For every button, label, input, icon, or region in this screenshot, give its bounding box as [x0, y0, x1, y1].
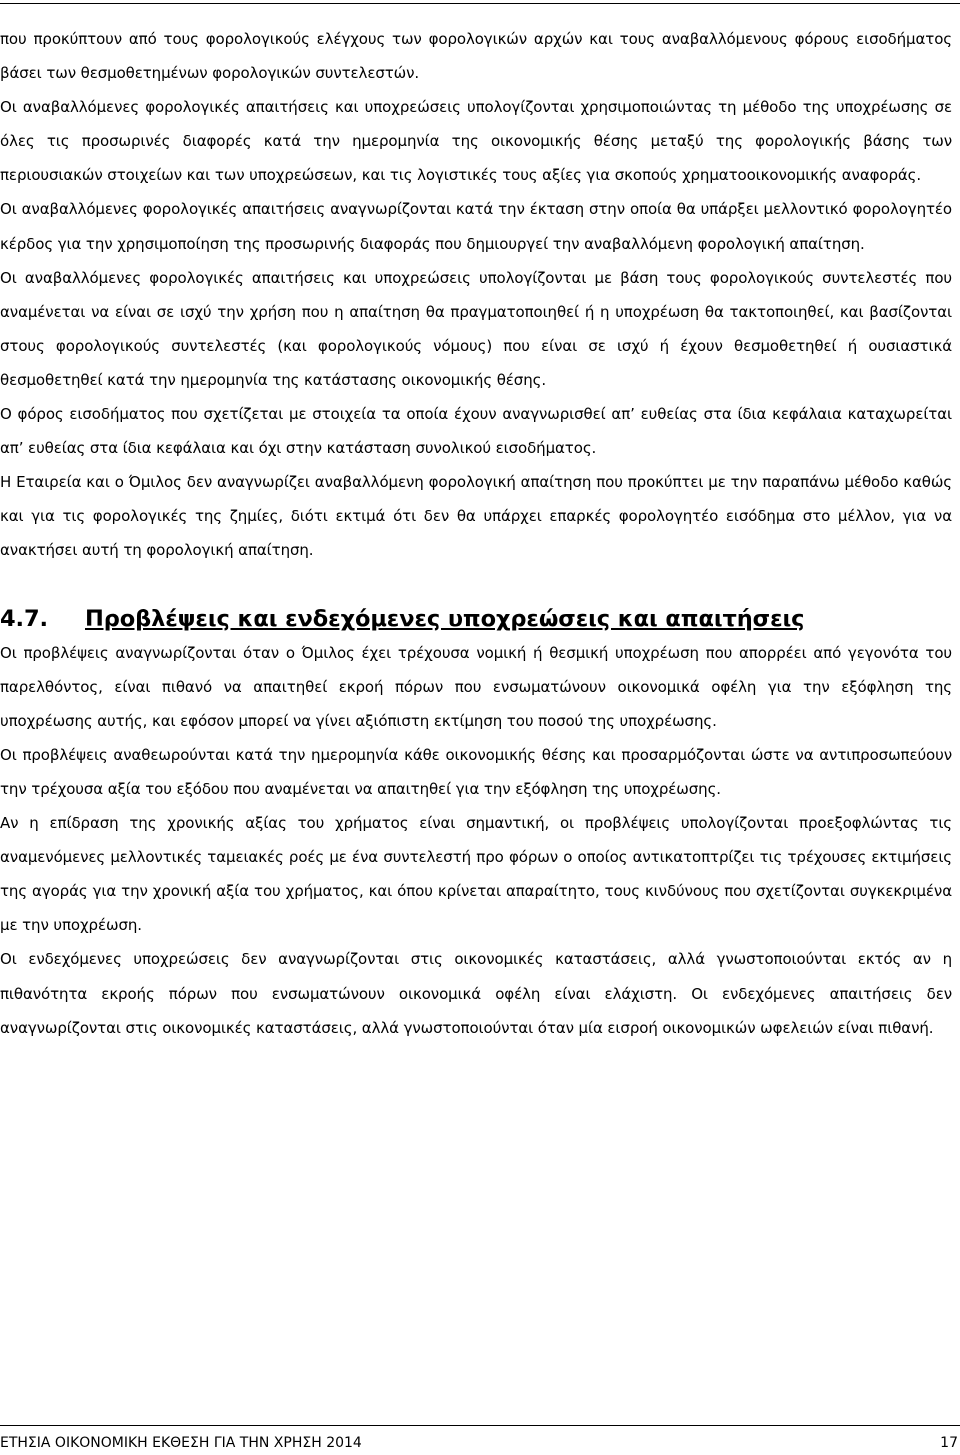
page-number: 17 — [940, 1435, 958, 1451]
document-body — [0, 22, 952, 1045]
paragraph-provisions-recognition: Οι προβλέψεις αναγνωρίζονται όταν ο Όμιλος έχει τρέχουσα νομική ή θεσμική υποχρέωση που απορρέει από γεγονότα του παρελθόντος, είναι πιθανό να απαιτηθεί εκροή πόρων που ενσωματώνουν οικονομικά οφέλη για την εξόφληση της υποχρέωσης αυτής, και εφόσον μπορεί να γίνει αξιόπιστη εκτίμηση του ποσού της υποχρέωσης. — [0, 643, 952, 730]
section-number: 4.7. — [0, 605, 49, 632]
paragraph-tax-audits: που προκύπτουν από τους φορολογικούς ελέγχους των φορολογικών αρχών και τους αναβαλλόμενους φόρους εισοδήματος βάσει των θεσμοθετημένων φορολογικών συντελεστών. — [0, 30, 952, 83]
section-heading — [0, 602, 952, 636]
paragraph-deferred-tax-rates: Οι αναβαλλόμενες φορολογικές απαιτήσεις και υποχρεώσεις υπολογίζονται με βάση τους φορολογικούς συντελεστές που αναμένεται να είναι σε ισχύ την χρήση που η απαίτηση θα πραγματοποιηθεί ή η υποχρέωση θα τακτοποιηθεί, και βασίζονται στους φορολογικούς συντελεστές (και φορολογικούς νόμους) που είναι σε ισχύ ή έχουν θεσμοθετηθεί ή ουσιαστικά θεσμοθετηθεί κατά την ημερομηνία της κατάστασης οικονομικής θέσης. — [0, 268, 952, 389]
paragraph-deferred-tax-method: Οι αναβαλλόμενες φορολογικές απαιτήσεις και υποχρεώσεις υπολογίζονται χρησιμοποιώντας τη μέθοδο της υποχρέωσης σε όλες τις προσωρινές διαφορές κατά την ημερομηνία της οικονομικής θέσης μεταξύ της φορολογικής βάσης των περιουσιακών στοιχείων και των υποχρεώσεων, και τις λογιστικές τους αξίες για σκοπούς χρηματοοικονομικής αναφοράς. — [0, 98, 952, 185]
paragraph-contingent-liabilities: Οι ενδεχόμενες υποχρεώσεις δεν αναγνωρίζονται στις οικονομικές καταστάσεις, αλλά γνωστοποιούνται εκτός αν η πιθανότητα εκροής πόρων που ενσωματώνουν οικονομικά οφέλη είναι ελάχιστη. Οι ενδεχόμενες απαιτήσεις δεν αναγνωρίζονται στις οικονομικές καταστάσεις, αλλά γνωστοποιούνται όταν μία εισροή οικονομικών ωφελειών είναι πιθανή. — [0, 950, 952, 1037]
header-rule — [0, 3, 960, 4]
section-title: Προβλέψεις και ενδεχόμενες υποχρεώσεις και απαιτήσεις — [85, 605, 805, 632]
paragraph-time-value: Αν η επίδραση της χρονικής αξίας του χρήματος είναι σημαντική, οι προβλέψεις υπολογίζονται προεξοφλώντας τις αναμενόμενες μελλοντικές ταμειακές ροές με ένα συντελεστή προ φόρων ο οποίος αντικατοπτρίζει τις τρέχουσες εκτιμήσεις της αγοράς για την χρονική αξία του χρήματος, και όπου κρίνεται απαραίτητο, τους κινδύνους που σχετίζονται συγκεκριμένα με την υποχρέωση. — [0, 814, 952, 935]
paragraph-deferred-tax-recognition: Οι αναβαλλόμενες φορολογικές απαιτήσεις αναγνωρίζονται κατά την έκταση στην οποία θα υπάρξει μελλοντικό φορολογητέο κέρδος για την χρησιμοποίηση της προσωρινής διαφοράς που δημιουργεί την αναβαλλόμενη φορολογική απαίτηση. — [0, 200, 952, 253]
page-footer — [0, 1434, 960, 1452]
paragraph-provisions-review: Οι προβλέψεις αναθεωρούνται κατά την ημερομηνία κάθε οικονομικής θέσης και προσαρμόζονται ώστε να αντιπροσωπεύουν την τρέχουσα αξία του εξόδου που αναμένεται να απαιτηθεί για την εξόφληση της υποχρέωσης. — [0, 745, 952, 798]
footer-rule — [0, 1425, 960, 1426]
paragraph-no-deferred-tax-asset: Η Εταιρεία και ο Όμιλος δεν αναγνωρίζει αναβαλλόμενη φορολογική απαίτηση που προκύπτει με την παραπάνω μέθοδο καθώς και για τις φορολογικές της ζημίες, διότι εκτιμά ότι δεν θα υπάρχει επαρκές φορολογητέο εισόδημα στο μέλλον, για να ανακτήσει αυτή τη φορολογική απαίτηση. — [0, 473, 952, 560]
paragraph-income-tax-equity: Ο φόρος εισοδήματος που σχετίζεται με στοιχεία τα οποία έχουν αναγνωρισθεί απ’ ευθείας στα ίδια κεφάλαια καταχωρείται απ’ ευθείας στα ίδια κεφάλαια και όχι στην κατάσταση συνολικού εισοδήματος. — [0, 405, 952, 458]
footer-title: ΕΤΗΣΙΑ ΟΙΚΟΝΟΜΙΚΗ ΕΚΘΕΣΗ ΓΙΑ ΤΗΝ ΧΡΗΣΗ 2014 — [0, 1435, 362, 1451]
